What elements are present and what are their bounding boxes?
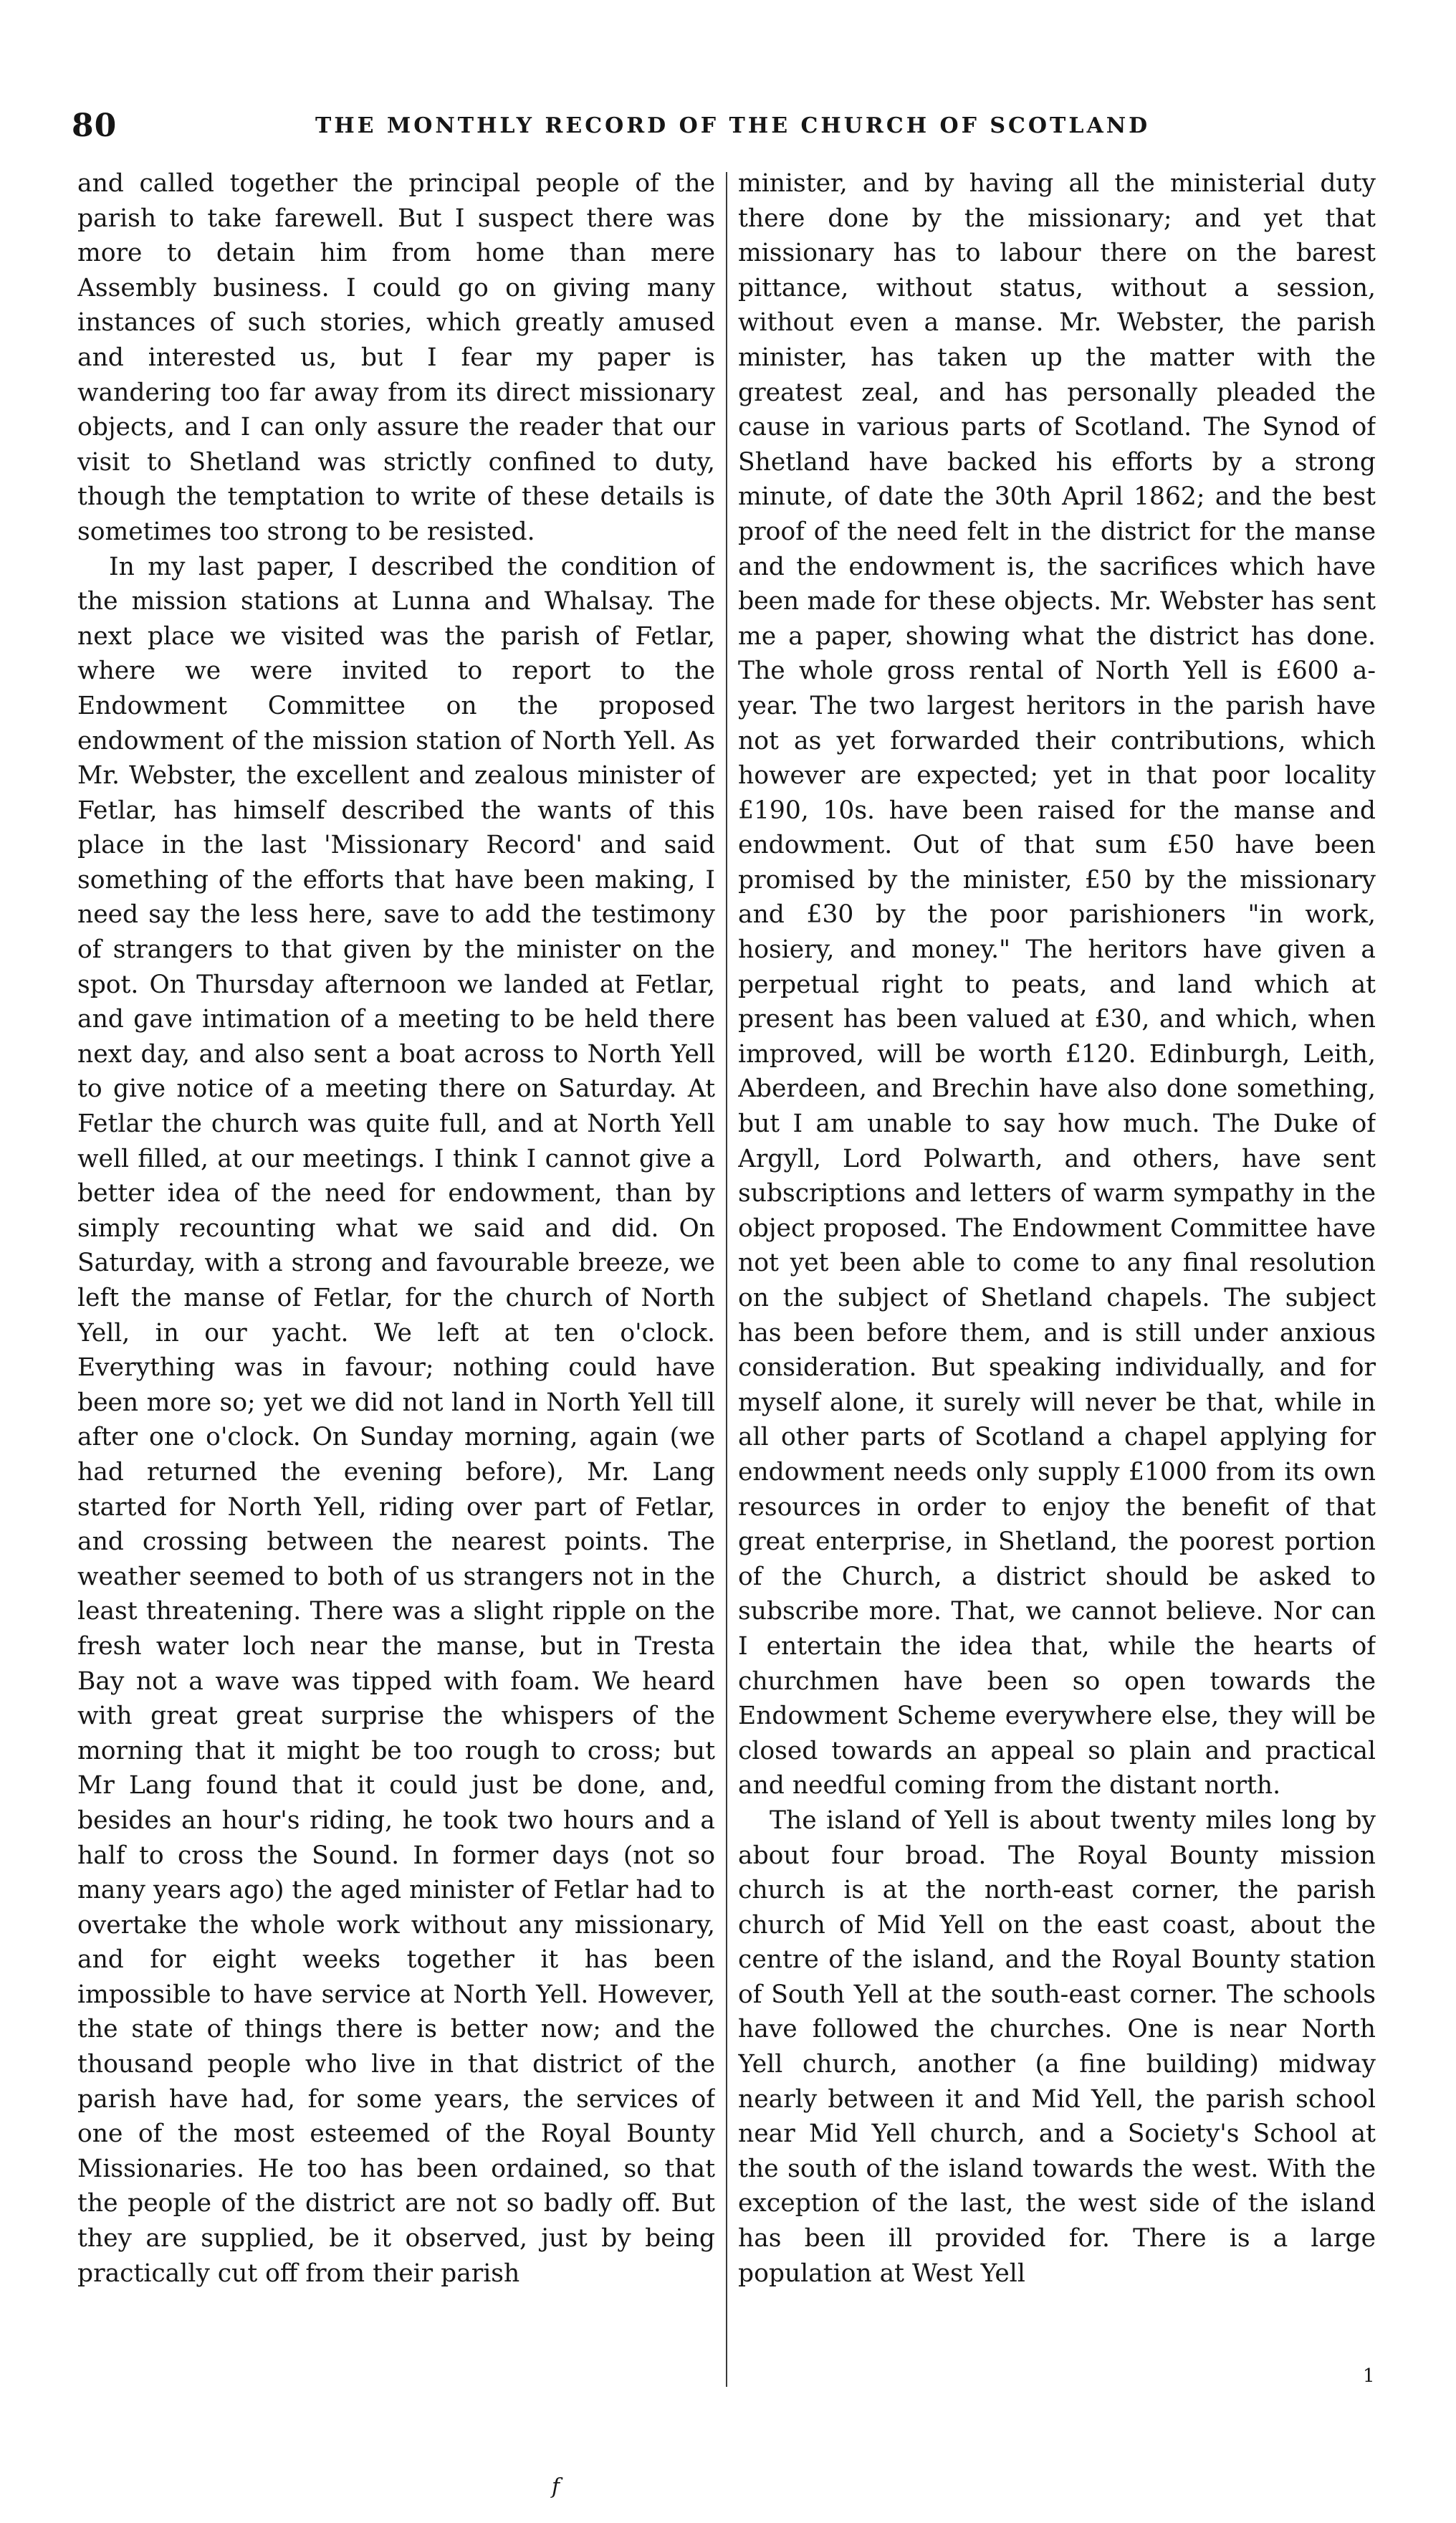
corner-mark: 1 (1363, 2365, 1375, 2387)
right-column (738, 166, 1376, 2403)
right-paragraph-1: minister, and by having all the ministerial duty there done by the missionary; and yet that missionary has to labour there on the barest pittance, without status, without a session, without even a manse. Mr. Webster, the parish minister, has taken up the matter with the greatest zeal, and has personally pleaded the cause in various parts of Scotland. The Synod of Shetland have backed his efforts by a strong minute, of date the 30th April 1862; and the best proof of the need felt in the district for the manse and the endowment is, the sacrifices which have been made for these objects. Mr. Webster has sent me a paper, showing what the district has done. The whole gross rental of North Yell is £600 a-year. The two largest heritors in the parish have not as yet forwarded their contributions, which however are expected; yet in that poor locality £190, 10s. have been raised for the manse and endowment. Out of that sum £50 have been promised by the minister, £50 by the missionary and £30 by the poor parishioners "in work, hosiery, and money." The heritors have given a perpetual right to peats, and land which at present has been valued at £30, and which, when improved, will be worth £120. Edinburgh, Leith, Aberdeen, and Brechin have also done something, but I am unable to say how much. The Duke of Argyll, Lord Polwarth, and others, have sent subscriptions and letters of warm sympathy in the object proposed. The Endowment Committee have not yet been able to come to any final resolution on the subject of Shetland chapels. The subject has been before them, and is still under anxious consideration. But speaking individually, and for myself alone, it surely will never be that, while in all other parts of Scotland a chapel applying for endowment needs only supply £1000 from its own resources in order to enjoy the benefit of that great enterprise, in Shetland, the poorest portion of the Church, a district should be asked to subscribe more. That, we cannot believe. Nor can I entertain the idea that, while the hearts of churchmen have been so open towards the Endowment Scheme everywhere else, they will be closed towards an appeal so plain and practical and needful coming from the distant north. (738, 169, 1376, 1801)
running-title: THE MONTHLY RECORD OF THE CHURCH OF SCOTLAND (315, 113, 1151, 138)
right-paragraph-2: The island of Yell is about twenty miles long by about four broad. The Royal Bounty mission church is at the north-east corner, the parish church of Mid Yell on the east coast, about the centre of the island, and the Royal Bounty station of South Yell at the south-east corner. The schools have followed the churches. One is near North Yell church, another (a fine building) midway nearly between it and Mid Yell, the parish school near Mid Yell church, and a Society's School at the south of the island towards the west. With the exception of the last, the west side of the island has been ill provided for. There is a large population at West Yell (738, 1806, 1376, 2288)
column-divider (726, 172, 727, 2387)
bottom-mark: f (552, 2474, 560, 2499)
page-number: 80 (72, 108, 118, 144)
left-paragraph-2: In my last paper, I described the condition of the mission stations at Lunna and Whalsay. The next place we visited was the parish of Fetlar, where we were invited to report to the Endowment Committee on the proposed endowment of the mission station of North Yell. As Mr. Webster, the excellent and zealous minister of Fetlar, has himself described the wants of this place in the last 'Missionary Record' and said something of the efforts that have been making, I need say the less here, save to add the testimony of strangers to that given by the minister on the spot. On Thursday afternoon we landed at Fetlar, and gave intimation of a meeting to be held there next day, and also sent a boat across to North Yell to give notice of a meeting there on Saturday. At Fetlar the church was quite full, and at North Yell well filled, at our meetings. I think I cannot give a better idea of the need for endowment, than by simply recounting what we said and did. On Saturday, with a strong and favourable breeze, we left the manse of Fetlar, for the church of North Yell, in our yacht. We left at ten o'clock. Everything was in favour; nothing could have been more so; yet we did not land in North Yell till after one o'clock. On Sunday morning, again (we had returned the evening before), Mr. Lang started for North Yell, riding over part of Fetlar, and crossing between the nearest points. The weather seemed to both of us strangers not in the least threatening. There was a slight ripple on the fresh water loch near the manse, but in Tresta Bay not a wave was tipped with foam. We heard with great great surprise the whispers of the morning that it might be too rough to cross; but Mr Lang found that it could just be done, and, besides an hour's riding, he took two hours and a half to cross the Sound. In former days (not so many years ago) the aged minister of Fetlar had to overtake the whole work without any missionary, and for eight weeks together it has been impossible to have service at North Yell. However, the state of things there is better now; and the thousand people who live in that district of the parish have had, for some years, the services of one of the most esteemed of the Royal Bounty Missionaries. He too has been ordained, so that the people of the district are not so badly off. But they are supplied, be it observed, just by being practically cut off from their parish (77, 552, 715, 2288)
left-paragraph-1: and called together the principal people of the parish to take farewell. But I suspect there was more to detain him from home than mere Assembly business. I could go on giving many instances of such stories, which greatly amused and interested us, but I fear my paper is wandering too far away from its direct missionary objects, and I can only assure the reader that our visit to Shetland was strictly confined to duty, though the temptation to write of these details is sometimes too strong to be resisted. (77, 169, 715, 546)
left-column (77, 166, 715, 2403)
page-header (72, 108, 1404, 158)
